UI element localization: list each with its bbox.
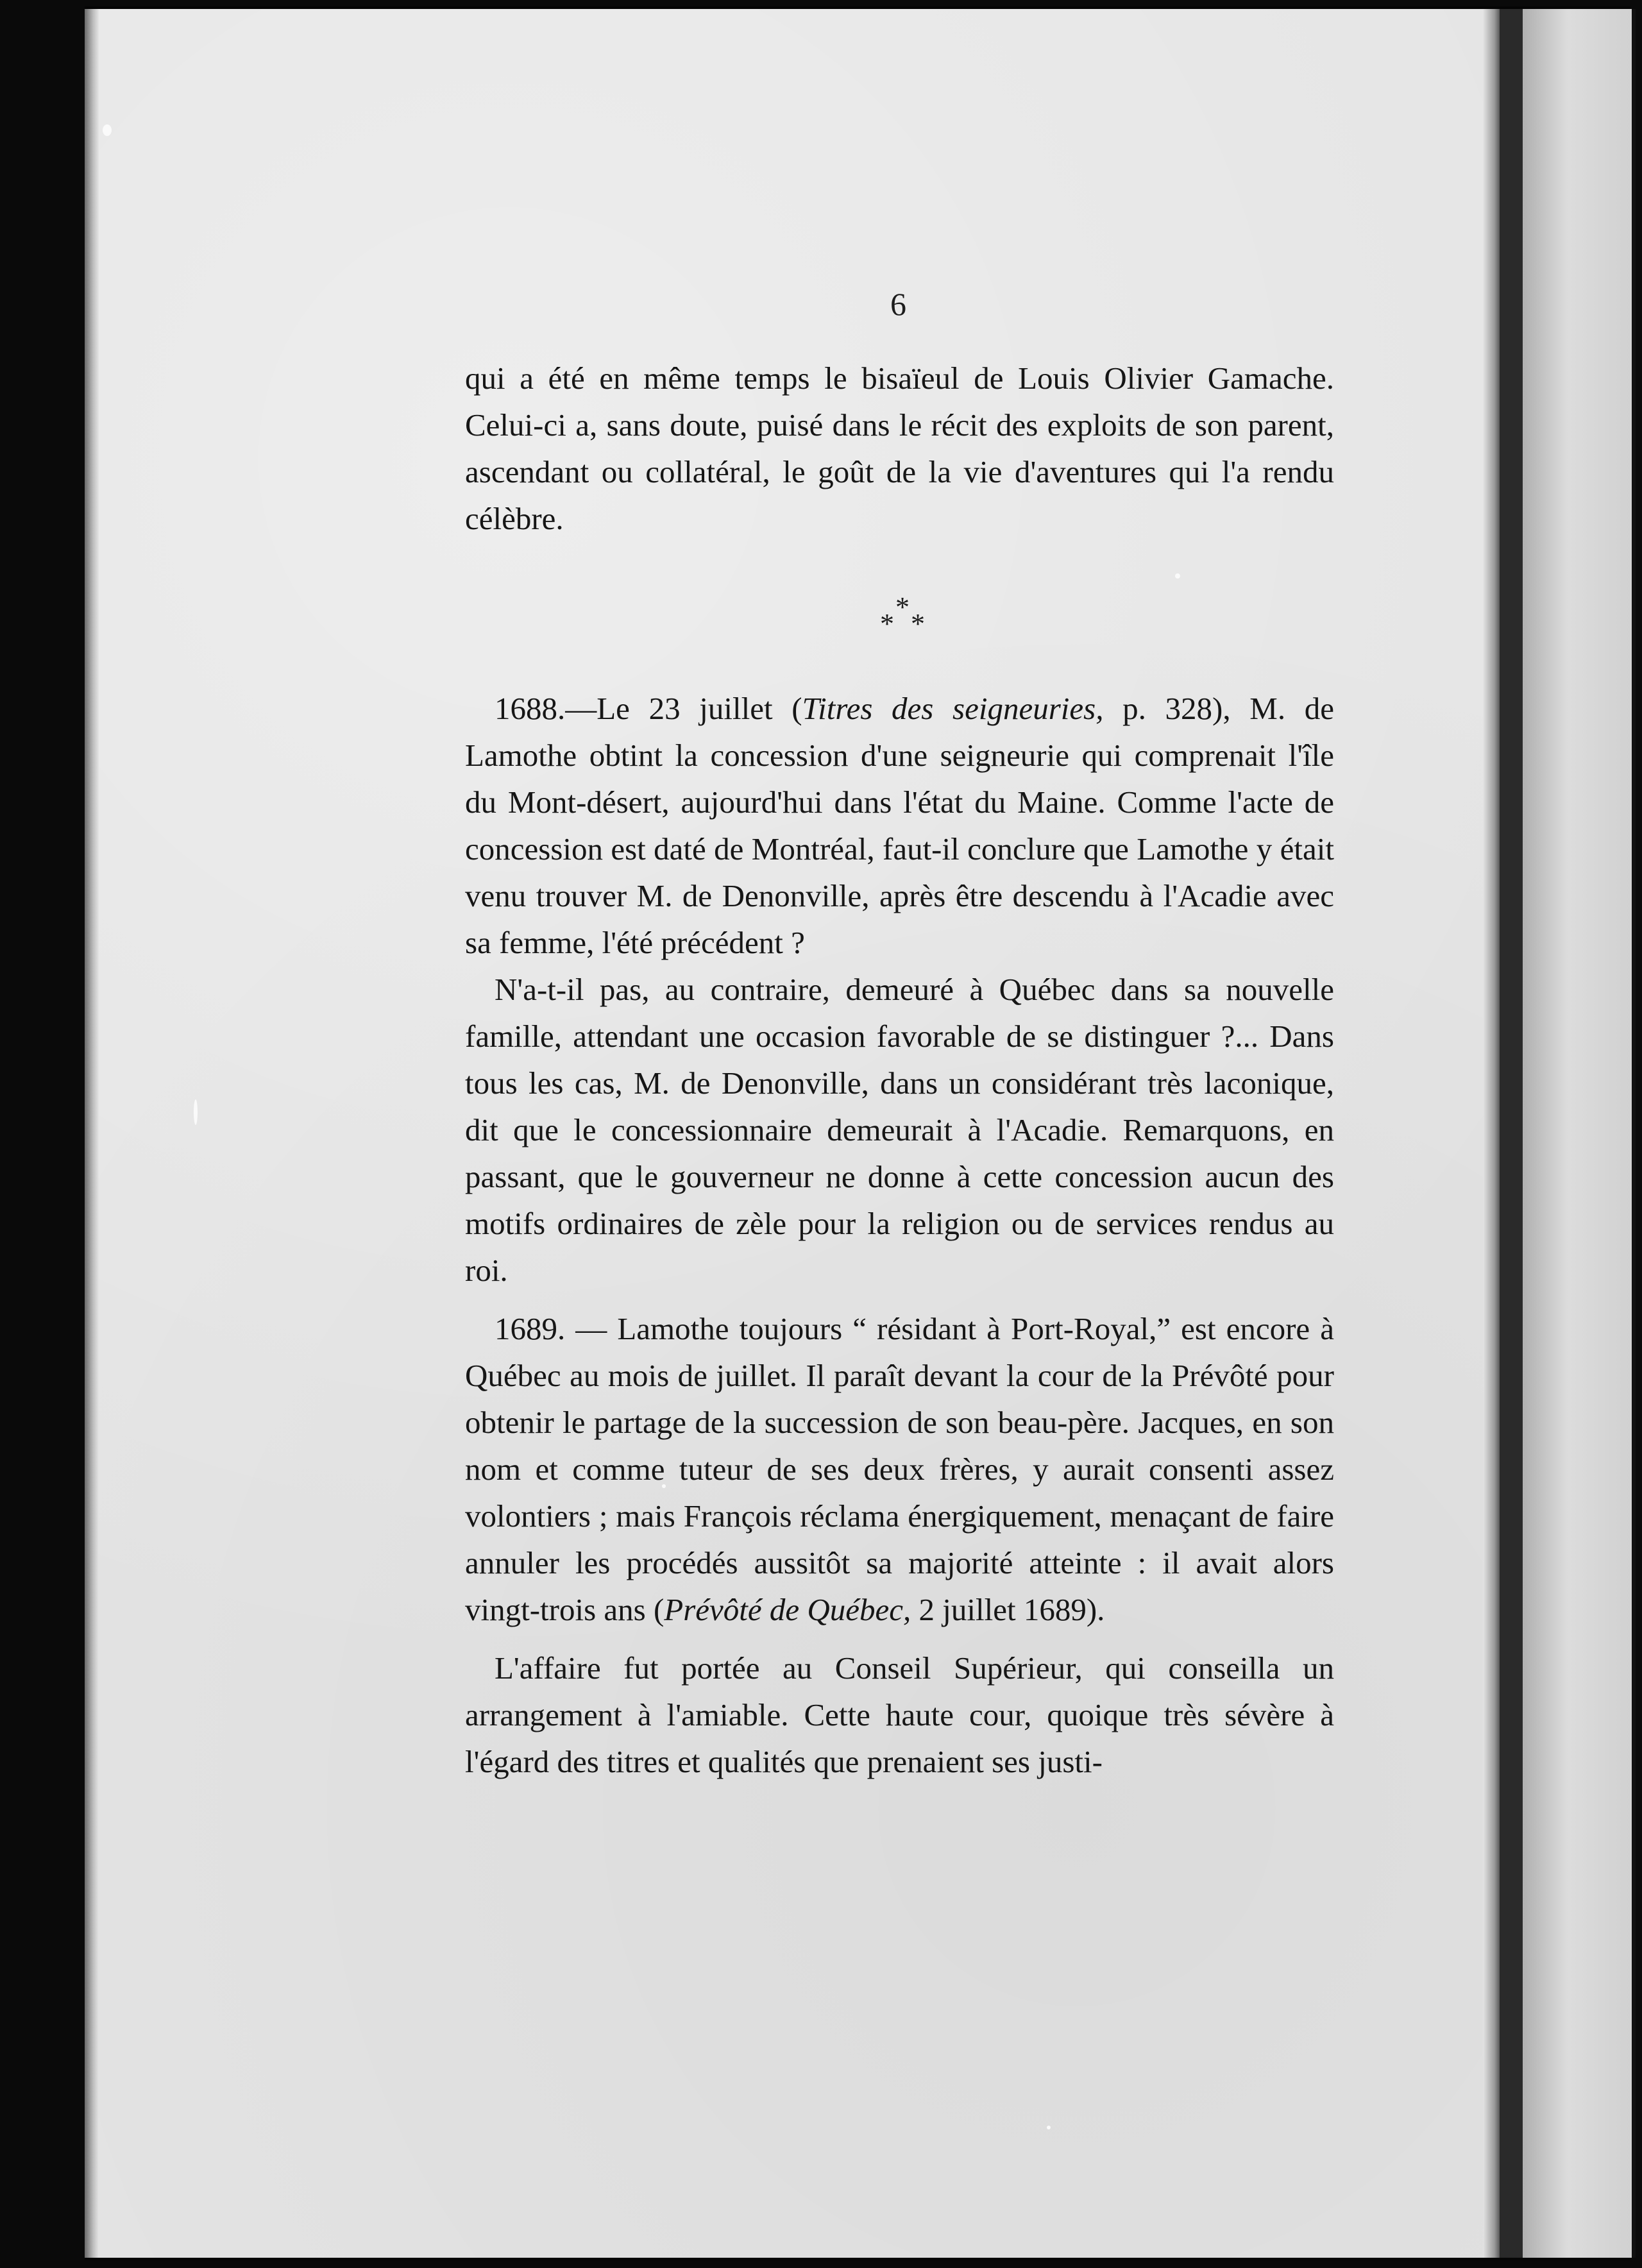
paragraph-1688-continued: N'a-t-il pas, au contraire, demeuré à Québec dans sa nouvelle famille, attendant une occasion favorable de se distinguer ?... Dans tous les cas, M. de Denonville, dans un considérant très laconique, dit que le concessionnaire demeurait à l'Acadie. Remarquons, en passant, que le gouverneur ne donne à cette concession aucun des motifs ordinaires de zèle pour la religion ou de services rendus au roi. xyxy=(465,972,1334,1288)
paragraph-1689-lead: 1689. — Lamothe toujours “ résidant à Port-Royal,” est encore à Québec au mois de juillet. Il paraît devant la cour de la Prévôté pour obtenir le partage de la succession de son beau-père. Jacques, en son nom et comme tuteur de ses deux frères, y aurait consenti assez volontiers ; mais François réclama énergiquement, menaçant de faire annuler les procédés aussitôt sa majorité atteinte : il avait alors vingt-trois ans ( xyxy=(465,1311,1334,1627)
page-number: 6 xyxy=(890,286,906,322)
asterisk: * xyxy=(880,608,894,639)
page-left-shadow xyxy=(85,9,99,2258)
citation-titres: Titres des seigneuries, xyxy=(802,691,1104,726)
paragraph-1689-rest: 2 juillet 1689). xyxy=(911,1592,1105,1627)
paragraph-affaire: L'affaire fut portée au Conseil Supérieur, qui conseilla un arrangement à l'amiable. Cette haute cour, quoique très sévère à l'égard des titres et qualités que prenaient ses justi- xyxy=(465,1650,1334,1779)
asterisk: * xyxy=(911,608,925,639)
asterisk: * xyxy=(895,591,910,623)
paragraph-1688-lead: 1688.—Le 23 juillet ( xyxy=(495,691,802,726)
adjacent-page-edge xyxy=(1632,9,1636,2258)
intro-paragraph xyxy=(465,355,1334,542)
paragraph-1688 xyxy=(465,685,1334,966)
scan-speck xyxy=(1175,573,1180,579)
adjacent-page xyxy=(1523,9,1636,2258)
paragraph-1689 xyxy=(465,1305,1334,1633)
paragraph-spacer xyxy=(465,1633,1334,1645)
paragraph-spacer xyxy=(465,1294,1334,1305)
asterism-separator xyxy=(877,593,935,638)
paragraph-1688-rest: p. 328), M. de Lamothe obtint la concession d'une seigneurie qui comprenait l'île du Mont-désert, aujourd'hui dans l'état du Maine. Comme l'acte de concession est daté de Montréal, faut-il conclure que Lamothe y était venu trouver M. de Denonville, après être descendu à l'Acadie avec sa femme, l'été précédent ? xyxy=(465,691,1334,960)
scan-speck xyxy=(194,1099,198,1125)
body-text xyxy=(465,685,1334,1785)
scan-speck xyxy=(103,124,112,136)
intro-text: qui a été en même temps le bisaïeul de Louis Olivier Gamache. Celui-ci a, sans doute, puisé dans le récit des exploits de son parent, ascendant ou collatéral, le goût de la vie d'aventures qui l'a rendu célèbre. xyxy=(465,360,1334,536)
page-gutter xyxy=(1500,9,1523,2258)
scan-bottom-border xyxy=(85,2258,1630,2260)
citation-prevote: Prévôté de Québec, xyxy=(664,1592,911,1627)
scan-speck xyxy=(1047,2126,1051,2129)
